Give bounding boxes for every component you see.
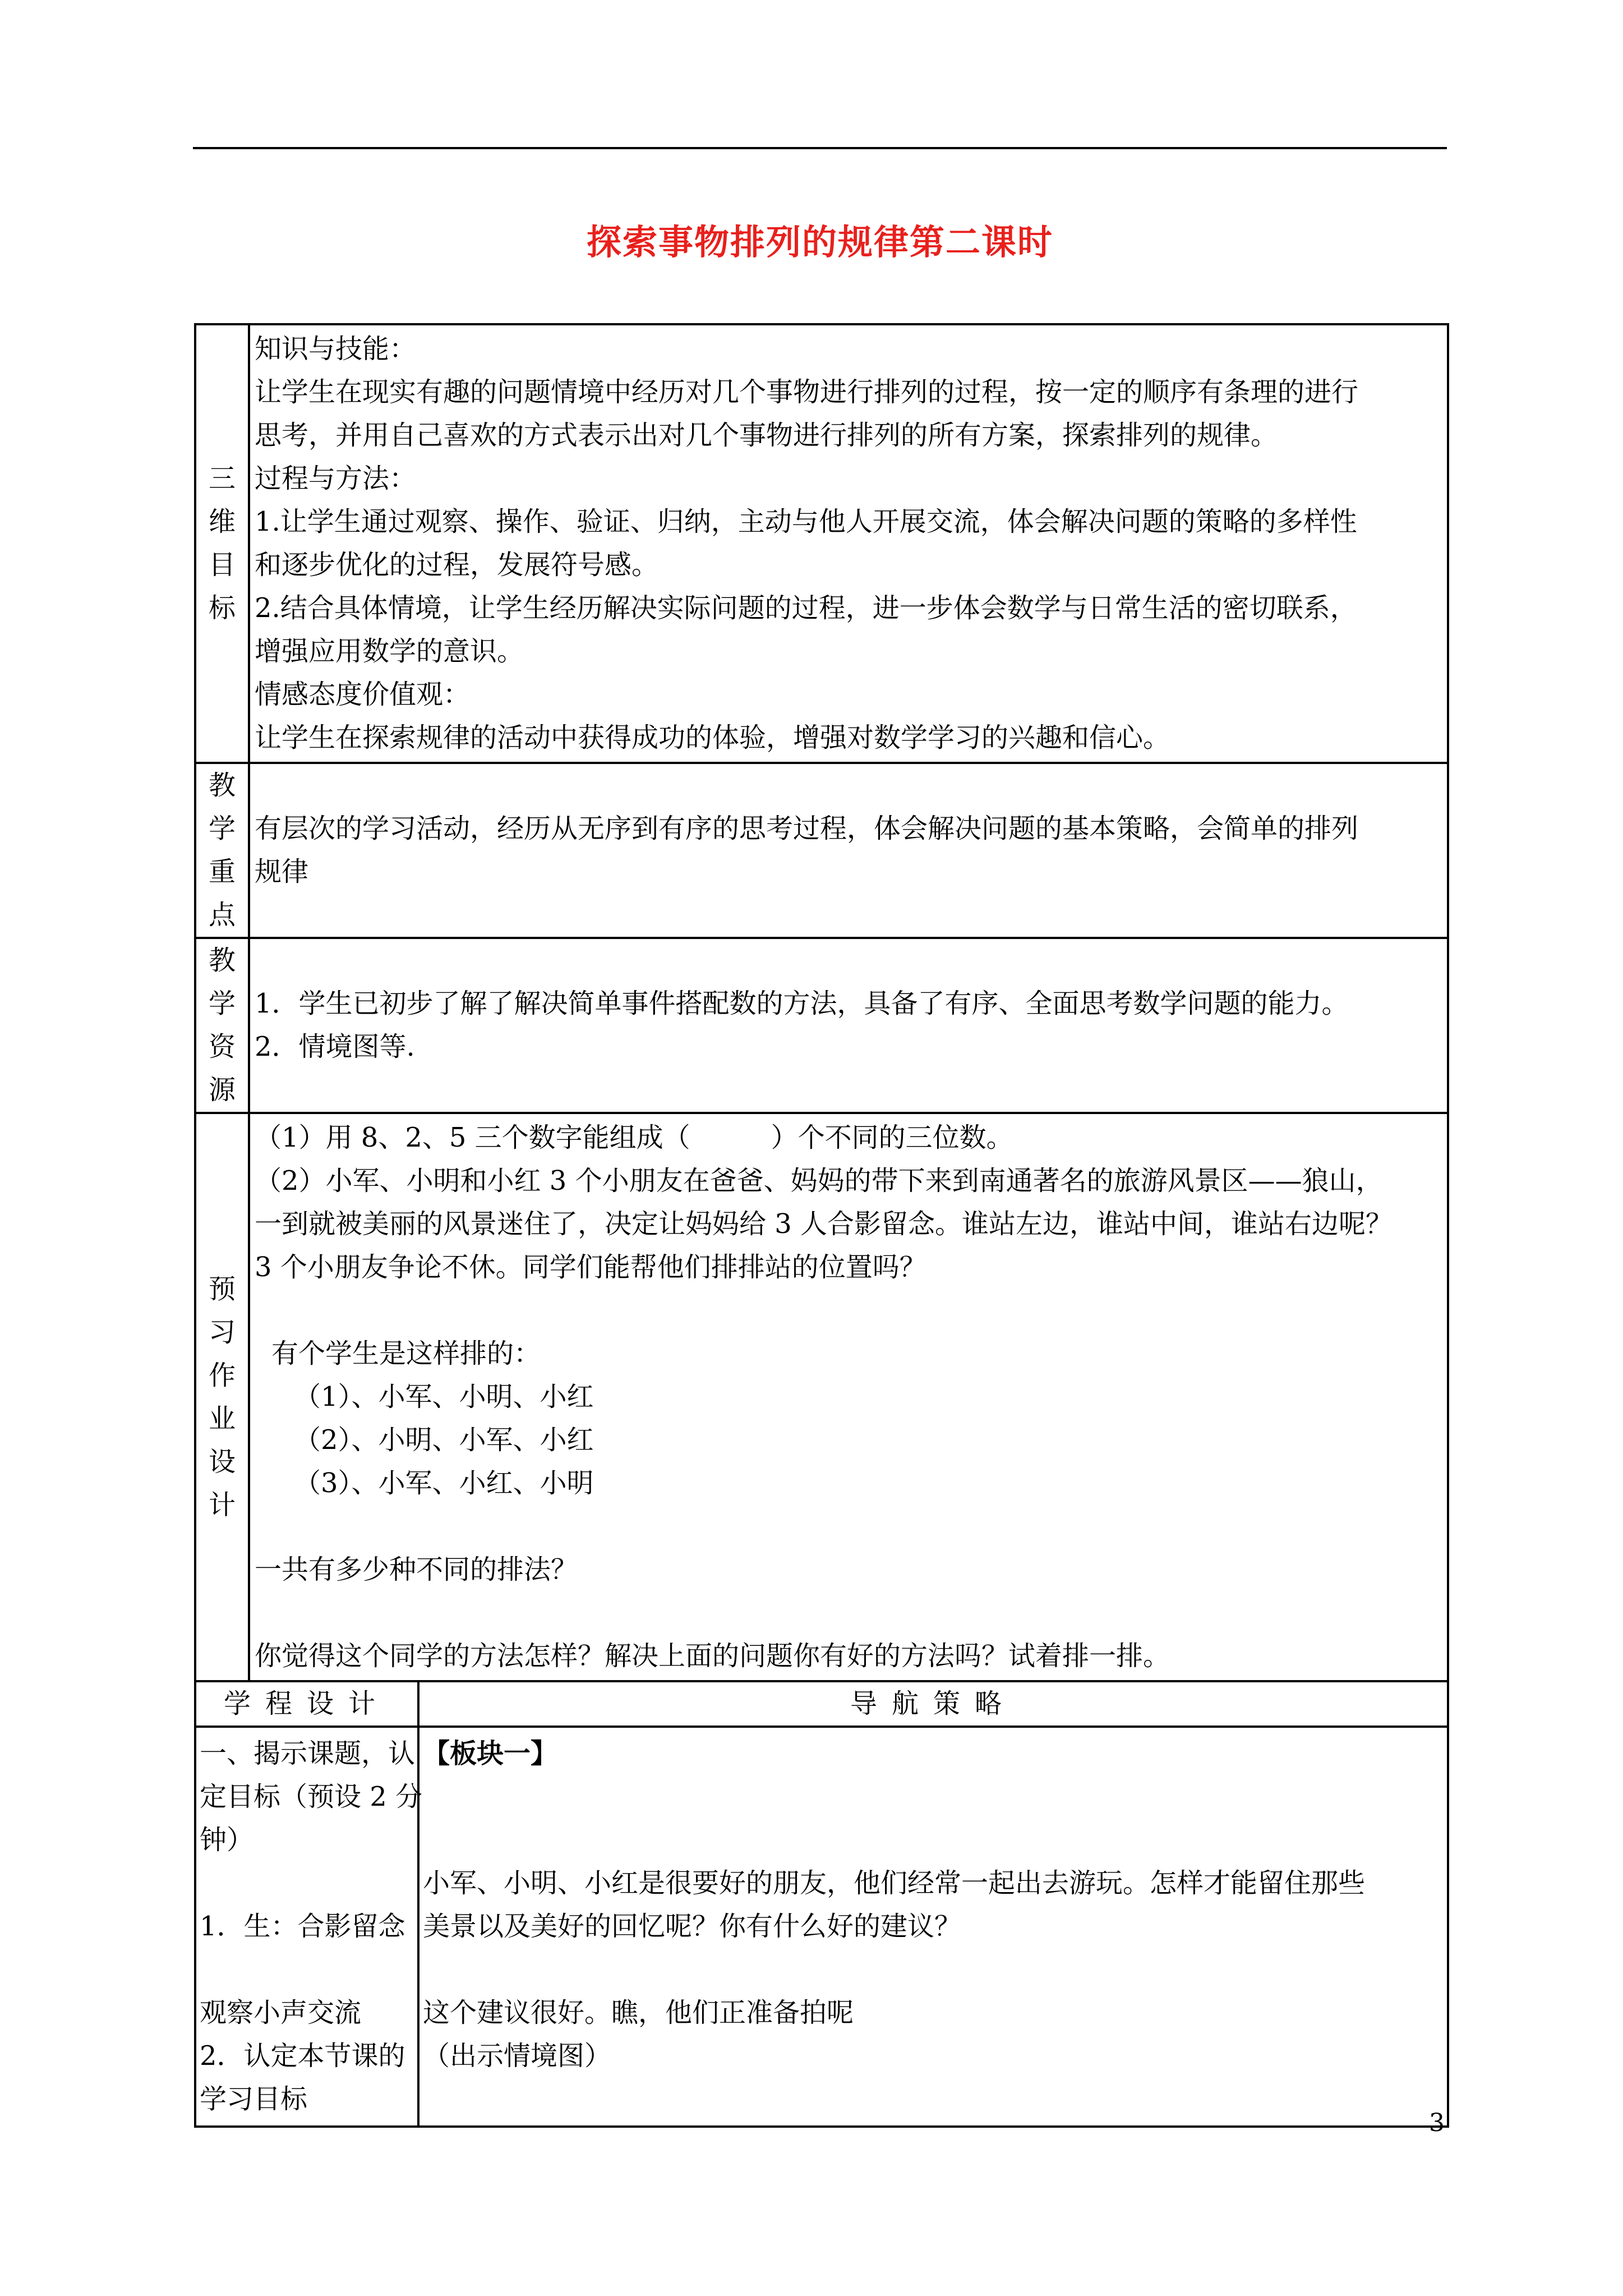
student-intro: 有个学生是这样排的： [271,1338,541,1369]
design-left-line: 一、揭示课题，认 [200,1738,416,1769]
goals-line: 让学生在探索规律的活动中获得成功的体验，增强对数学学习的兴趣和信心。 [255,722,1170,753]
preview-question-2-line: （2）小军、小明和小红 3 个小朋友在爸爸、妈妈的带下来到南通著名的旅游风景区——狼山， [255,1165,1383,1197]
design-right-line: 小军、小明、小红是很要好的朋友，他们经常一起出去游玩。怎样才能留住那些 [423,1867,1366,1899]
arrangement-item: （3）、小军、小红、小明 [294,1467,594,1499]
page-number: 3 [1429,2109,1445,2137]
goals-line: 增强应用数学的意识。 [255,636,524,667]
goals-row [195,324,1448,763]
design-right-content [418,1727,1448,2127]
resources-row [195,938,1448,1113]
preview-label [195,1113,249,1681]
focus-row [195,763,1448,938]
focus-label [195,763,249,938]
block-title: 【板块一】 [423,1738,558,1769]
design-left-line: 2．认定本节课的 [200,2040,405,2072]
preview-content [249,1113,1448,1681]
goals-line: 让学生在现实有趣的问题情境中经历对几个事物进行排列的过程，按一定的顺序有条理的进行 [255,376,1359,408]
design-right-line: （出示情境图） [423,2040,612,2072]
design-body-row [195,1727,1448,2127]
resources-content [249,938,1448,1113]
goals-content [249,324,1448,763]
arrangement-item: （1）、小军、小明、小红 [294,1381,594,1412]
design-left-line: 1．生：合影留念 [200,1911,405,1942]
document-title: 探索事物排列的规律第二课时 [586,222,1053,263]
design-left-content [195,1727,423,2127]
goals-line: 和逐步优化的过程，发展符号感。 [255,549,659,581]
design-left-line: 钟） [200,1824,254,1856]
goals-line: 情感态度价值观： [255,679,471,710]
goals-line: 2.结合具体情境，让学生经历解决实际问题的过程，进一步体会数学与日常生活的密切联系， [255,592,1357,624]
design-left-line: 观察小声交流 [200,1997,362,2028]
resources-label [195,938,249,1113]
goals-line: 过程与方法： [255,463,417,494]
design-right-header: 导航策略 [418,1681,1448,1727]
lesson-plan-table [194,323,1449,2128]
design-left-header: 学程设计 [195,1681,418,1727]
resources-line: 1．学生已初步了解了解决简单事件搭配数的方法，具备了有序、全面思考数学问题的能力。 [255,988,1349,1019]
goals-line: 1.让学生通过观察、操作、验证、归纳，主动与他人开展交流，体会解决问题的策略的多样性 [255,506,1357,537]
goals-label-chars: 三 维 目 标 [208,463,236,624]
goals-line: 思考，并用自己喜欢的方式表示出对几个事物进行排列的所有方案，探索排列的规律。 [255,420,1278,451]
resources-label-chars: 教 学 资 源 [208,945,236,1106]
focus-content [249,763,1448,938]
preview-question-2-line: 3 个小朋友争论不休。同学们能帮他们排排站的位置吗？ [255,1251,926,1283]
question-total: 一共有多少种不同的排法？ [255,1554,578,1585]
focus-line: 规律 [255,856,309,887]
design-right-line: 美景以及美好的回忆呢？你有什么好的建议？ [423,1911,962,1942]
preview-question-1: （1）用 8、2、5 三个数字能组成（ ）个不同的三位数。 [255,1122,1013,1153]
design-left-line: 学习目标 [200,2083,308,2115]
design-right-line: 这个建议很好。瞧，他们正准备拍呢 [423,1997,854,2028]
focus-line: 有层次的学习活动，经历从无序到有序的思考过程，体会解决问题的基本策略，会简单的排列 [255,813,1359,844]
header-rule [193,147,1447,149]
preview-question-2-line: 一到就被美丽的风景迷住了，决定让妈妈给 3 人合影留念。谁站左边，谁站中间，谁站右边呢？ [255,1208,1393,1240]
focus-label-chars: 教 学 重 点 [208,770,236,931]
preview-label-chars: 预 习 作 业 设 计 [208,1273,236,1521]
arrangement-item: （2）、小明、小军、小红 [294,1424,594,1456]
question-method: 你觉得这个同学的方法怎样？解决上面的问题你有好的方法吗？试着排一排。 [255,1640,1170,1672]
design-left-line: 定目标（预设 2 分 [200,1781,423,1812]
resources-line: 2．情境图等. [255,1031,415,1062]
preview-row [195,1113,1448,1681]
goals-label [195,324,249,763]
goals-line: 知识与技能： [255,333,417,365]
design-header-row [195,1681,1448,1727]
